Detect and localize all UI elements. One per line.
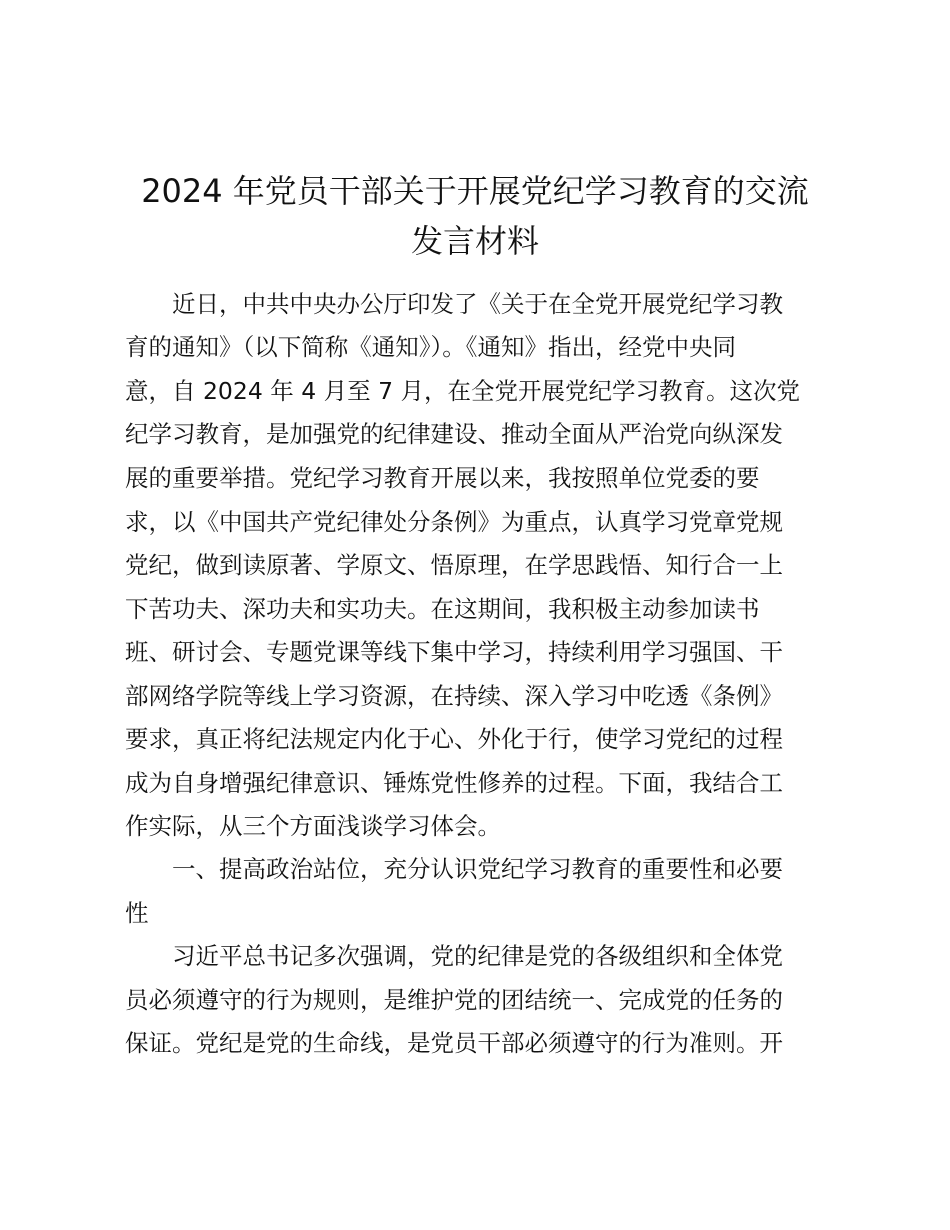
paragraph-1-line-4: 纪学习教育，是加强党的纪律建设、推动全面从严治党向纵深发 bbox=[125, 420, 783, 448]
paragraph-2-line-2: 员必须遵守的行为规则，是维护党的团结统一、完成党的任务的 bbox=[125, 986, 783, 1014]
paragraph-2-line-3: 保证。党纪是党的生命线，是党员干部必须遵守的行为准则。开 bbox=[125, 1029, 783, 1057]
paragraph-1-line-6: 求，以《中国共产党纪律处分条例》为重点，认真学习党章党规 bbox=[125, 508, 783, 536]
paragraph-1-line-11: 要求，真正将纪法规定内化于心、外化于行，使学习党纪的过程 bbox=[125, 725, 783, 753]
paragraph-1-line-10: 部网络学院等线上学习资源，在持续、深入学习中吃透《条例》 bbox=[125, 682, 783, 710]
section-heading-1-line-2: 性 bbox=[125, 899, 149, 927]
paragraph-1-line-5: 展的重要举措。党纪学习教育开展以来，我按照单位党委的要 bbox=[125, 464, 760, 492]
paragraph-1-line-7: 党纪，做到读原著、学原文、悟原理，在学思践悟、知行合一上 bbox=[125, 551, 783, 579]
paragraph-2-line-1: 习近平总书记多次强调，党的纪律是党的各级组织和全体党 bbox=[172, 942, 783, 970]
paragraph-1-line-1: 近日，中共中央办公厅印发了《关于在全党开展党纪学习教 bbox=[172, 290, 783, 318]
document-title-line-2: 发言材料 bbox=[410, 222, 539, 260]
paragraph-1-line-8: 下苦功夫、深功夫和实功夫。在这期间，我积极主动参加读书 bbox=[125, 595, 760, 623]
paragraph-1-line-3: 意，自 2024 年 4 月至 7 月，在全党开展党纪学习教育。这次党 bbox=[125, 377, 801, 405]
section-heading-1-line-1: 一、提高政治站位，充分认识党纪学习教育的重要性和必要 bbox=[172, 855, 783, 883]
paragraph-1-line-2: 育的通知》（以下简称《通知》）。《通知》指出，经党中央同 bbox=[125, 333, 736, 361]
paragraph-1-line-12: 成为自身增强纪律意识、锤炼党性修养的过程。下面，我结合工 bbox=[125, 769, 783, 797]
paragraph-1-line-9: 班、研讨会、专题党课等线下集中学习，持续利用学习强国、干 bbox=[125, 638, 783, 666]
document-title-line-1: 2024 年党员干部关于开展党纪学习教育的交流 bbox=[141, 172, 809, 210]
paragraph-1-line-13: 作实际，从三个方面浅谈学习体会。 bbox=[125, 812, 501, 840]
